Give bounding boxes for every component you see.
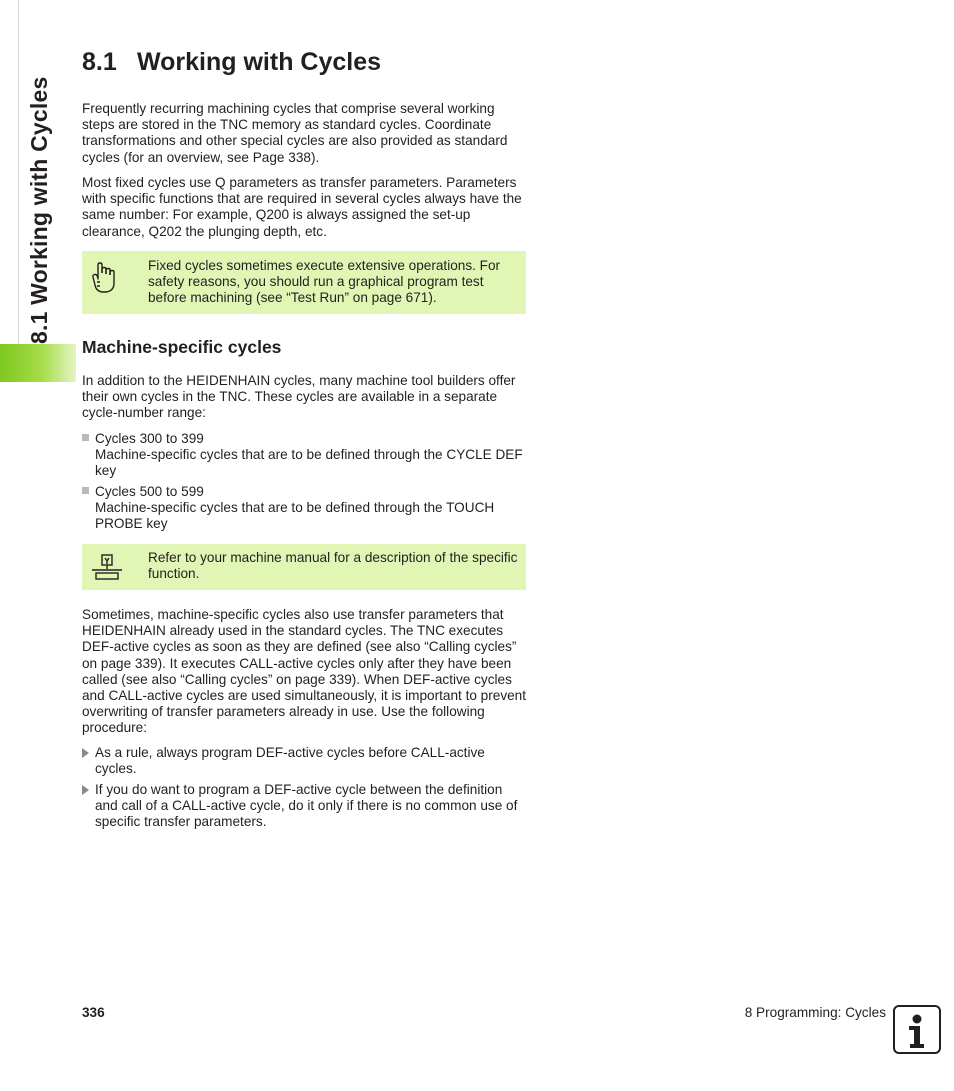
step-item (82, 782, 528, 831)
safety-note-text: Fixed cycles sometimes execute extensive operations. For safety reasons, you should run a graphical program test before machining (see “Test Run” on page 671). (148, 258, 501, 306)
machine-icon (90, 554, 126, 587)
section-heading: Machine-specific cycles (82, 337, 282, 357)
step-item (82, 745, 528, 777)
arrow-bullet-icon (82, 748, 89, 758)
step-text: As a rule, always program DEF-active cycles before CALL-active cycles. (95, 745, 485, 777)
list-item-title: Cycles 500 to 599 (95, 484, 204, 499)
section-number: 8.1 (82, 48, 117, 76)
sidebar-rule (18, 0, 19, 344)
machine-intro-paragraph: In addition to the HEIDENHAIN cycles, many machine tool builders offer their own cycles in the TNC. These cycles are available in a separate cycle-number range: (82, 373, 516, 421)
list-item-desc: Machine-specific cycles that are to be defined through the TOUCH PROBE key (95, 500, 495, 532)
transfer-params-paragraph: Sometimes, machine-specific cycles also use transfer parameters that HEIDENHAIN already used in the standard cycles. The TNC executes DEF-active cycles as soon as they are defined (see also “Calling cycles” on page 339). It executes CALL-active cycles only after they have been called (see also “Calling cycles” on page 339). When DEF-active cycles and CALL-active cycles are used simultaneously, it is important to prevent overwriting of transfer parameters already in use. Use the following procedure: (82, 607, 527, 736)
page-title (82, 45, 381, 79)
arrow-bullet-icon (82, 785, 89, 795)
chapter-label: 8 Programming: Cycles (744, 1005, 886, 1020)
list-item (82, 484, 528, 533)
square-bullet-icon (82, 434, 89, 441)
list-item (82, 431, 528, 480)
square-bullet-icon (82, 487, 89, 494)
machine-manual-note-text: Refer to your machine manual for a description of the specific function. (148, 550, 518, 582)
list-item-desc: Machine-specific cycles that are to be defined through the CYCLE DEF key (95, 447, 523, 479)
chapter-tab (0, 344, 76, 382)
sidebar-title: 8.1 Working with Cycles (26, 76, 52, 344)
list-item-title: Cycles 300 to 399 (95, 431, 204, 446)
section-title: Working with Cycles (137, 48, 382, 76)
intro-paragraph: Frequently recurring machining cycles that comprise several working steps are stored in the TNC memory as standard cycles. Coordinate transformations and other special cycles are also provided as standard cycles (for an overview, see Page 338). (82, 101, 508, 165)
qparams-paragraph: Most fixed cycles use Q parameters as transfer parameters. Parameters with specific functions that are required in several cycles always have the same number: For example, Q200 is always assigned the set-up clearance, Q202 the plunging depth, etc. (82, 175, 522, 239)
page-number: 336 (82, 1005, 105, 1020)
pointing-hand-icon (90, 261, 116, 300)
safety-note (82, 251, 526, 314)
machine-manual-note (82, 544, 526, 590)
step-text: If you do want to program a DEF-active cycle between the definition and call of a CALL-active cycle, do it only if there is no common use of specific transfer parameters. (95, 782, 518, 830)
info-icon (893, 1005, 941, 1054)
